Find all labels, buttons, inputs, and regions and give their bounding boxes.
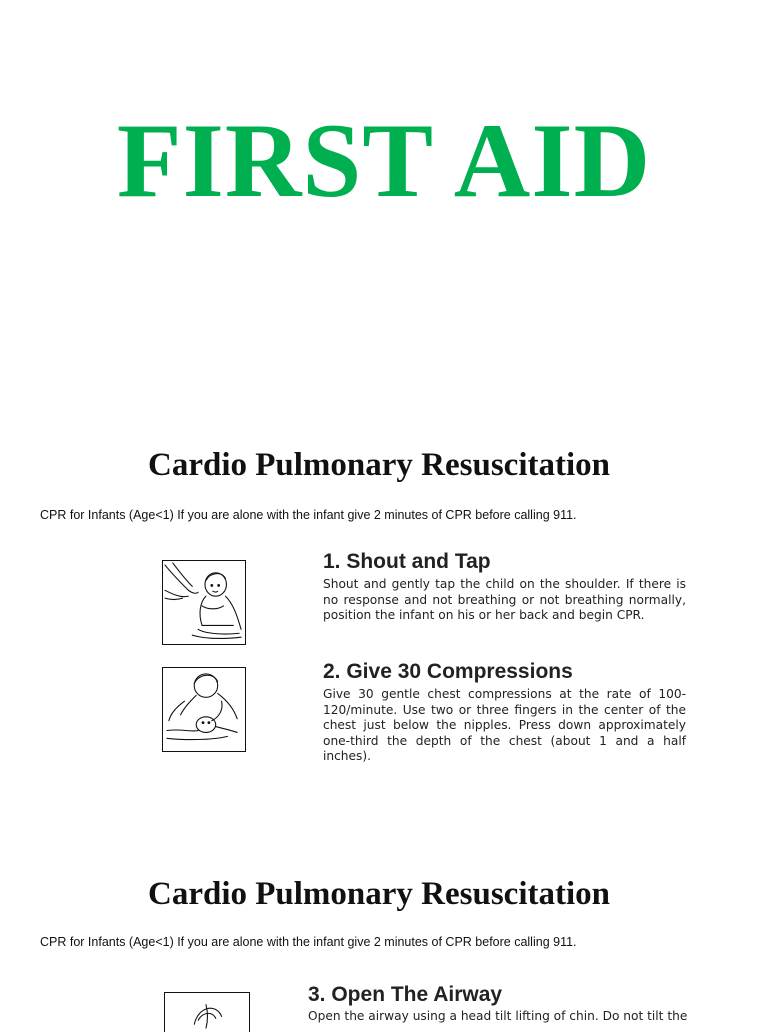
shout-and-tap-illustration <box>162 560 246 645</box>
section-intro: CPR for Infants (Age<1) If you are alone with the infant give 2 minutes of CPR before calling 911. <box>40 935 577 949</box>
section-intro: CPR for Infants (Age<1) If you are alone with the infant give 2 minutes of CPR before calling 911. <box>40 508 577 522</box>
section-heading: Cardio Pulmonary Resuscitation <box>148 876 610 912</box>
section-heading: Cardio Pulmonary Resuscitation <box>148 447 610 483</box>
compressions-illustration <box>162 667 246 752</box>
cover-title: FIRST AID <box>116 102 652 219</box>
step-title: 1. Shout and Tap <box>323 550 491 573</box>
step-body: Shout and gently tap the child on the shoulder. If there is no response and not breathing or not breathing normally, position the infant on his or her back and begin CPR. <box>323 577 686 623</box>
step-title: 2. Give 30 Compressions <box>323 660 573 683</box>
step-title: 3. Open The Airway <box>308 983 503 1006</box>
step-body: Give 30 gentle chest compressions at the rate of 100-120/minute. Use two or three fingers in the center of the chest just below the nipples. Press down approximately one-third the depth of the chest (about 1 and a half inches). <box>323 687 686 764</box>
step-body: Open the airway using a head tilt lifting of chin. Do not tilt the <box>308 1009 688 1023</box>
open-airway-illustration <box>164 992 250 1032</box>
